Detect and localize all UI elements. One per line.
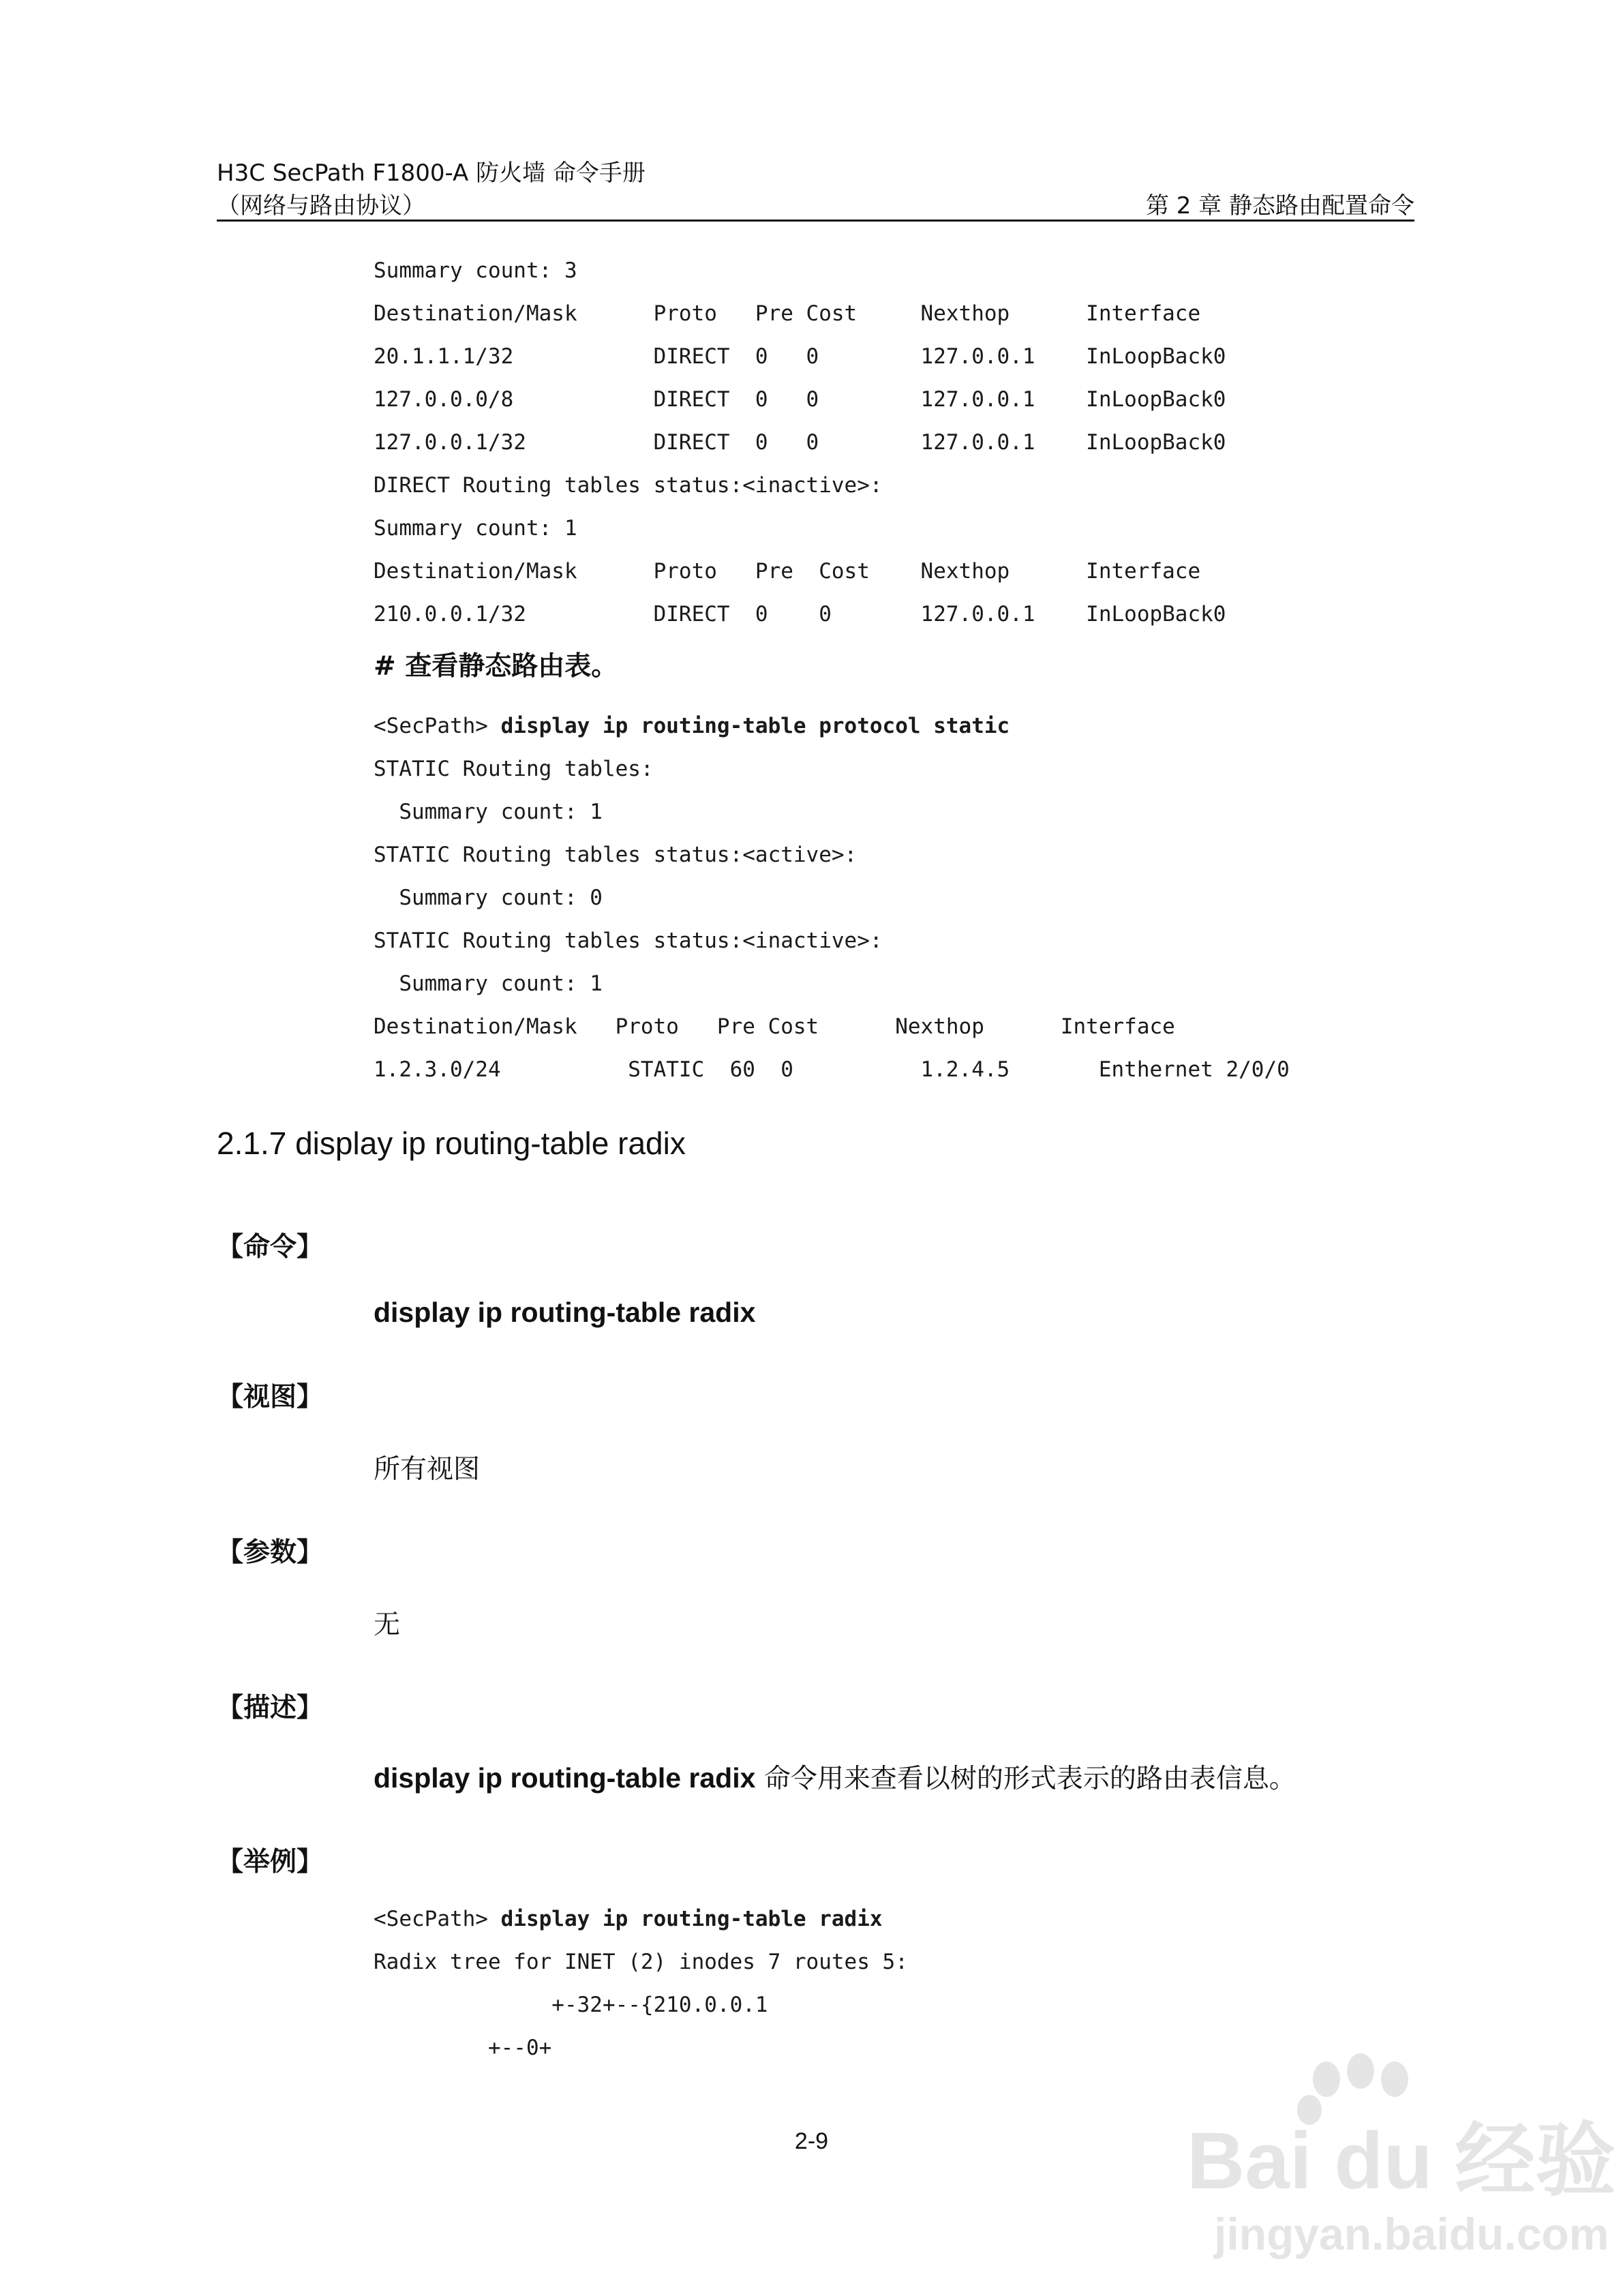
desc-text: 命令用来查看以树的形式表示的路由表信息。 xyxy=(755,1764,1296,1794)
code-line: 127.0.0.1/32 DIRECT 0 0 127.0.0.1 InLoopBack0 xyxy=(374,430,1226,455)
label-params: 【参数】 xyxy=(217,1537,324,1568)
code-line: Summary count: 1 xyxy=(374,800,603,824)
header-chapter: 第 2 章 静态路由配置命令 xyxy=(1145,192,1414,220)
code-line: Destination/Mask Proto Pre Cost Nexthop Interface xyxy=(374,301,1201,326)
code-line: Summary count: 0 xyxy=(374,886,603,910)
code-line: Radix tree for INET (2) inodes 7 routes 5: xyxy=(374,1950,908,1974)
header-title: H3C SecPath F1800-A 防火墙 命令手册 xyxy=(217,160,646,187)
header-divider xyxy=(217,220,1414,222)
description xyxy=(374,1757,1296,1796)
header-subtitle: （网络与路由协议） xyxy=(217,192,425,220)
code-line: 127.0.0.0/8 DIRECT 0 0 127.0.0.1 InLoopBack0 xyxy=(374,387,1226,412)
label-desc: 【描述】 xyxy=(217,1693,324,1723)
command-line xyxy=(374,1909,883,1930)
code-line: Summary count: 1 xyxy=(374,516,577,541)
code-line: Destination/Mask Proto Pre Cost Nexthop Interface xyxy=(374,559,1201,584)
label-example: 【举例】 xyxy=(217,1847,324,1877)
comment-static: # 查看静态路由表。 xyxy=(374,651,618,682)
label-view: 【视图】 xyxy=(217,1382,324,1413)
command-syntax: display ip routing-table radix xyxy=(374,1297,756,1328)
code-line: STATIC Routing tables status:<active>: xyxy=(374,843,858,867)
code-line: STATIC Routing tables: xyxy=(374,757,654,781)
code-line: +-32+--{210.0.0.1 xyxy=(374,1993,768,2017)
command-line xyxy=(374,716,1010,737)
page-number: 2-9 xyxy=(794,2128,829,2154)
baidu-jingyan-watermark xyxy=(1173,2059,1616,2263)
code-line: Summary count: 3 xyxy=(374,258,577,283)
code-line: 210.0.0.1/32 DIRECT 0 0 127.0.0.1 InLoopBack0 xyxy=(374,602,1226,626)
cli-prompt: <SecPath> xyxy=(374,714,501,738)
desc-command: display ip routing-table radix xyxy=(374,1762,756,1794)
watermark-url: jingyan.baidu.com xyxy=(1214,2209,1609,2259)
code-line: 20.1.1.1/32 DIRECT 0 0 127.0.0.1 InLoopBack0 xyxy=(374,344,1226,369)
code-line: DIRECT Routing tables status:<inactive>: xyxy=(374,473,883,498)
watermark-brand: Bai du 经验 xyxy=(1187,2116,1616,2206)
code-line: STATIC Routing tables status:<inactive>: xyxy=(374,928,883,953)
code-line: Destination/Mask Proto Pre Cost Nexthop Interface xyxy=(374,1014,1175,1039)
label-command: 【命令】 xyxy=(217,1232,324,1263)
cli-command: display ip routing-table radix xyxy=(500,1907,883,1931)
code-line: Summary count: 1 xyxy=(374,971,603,996)
paw-icon xyxy=(1297,2053,1408,2125)
cli-prompt: <SecPath> xyxy=(374,1907,501,1931)
section-title: 2.1.7 display ip routing-table radix xyxy=(217,1126,686,1161)
view-text: 所有视图 xyxy=(374,1454,481,1485)
cli-command: display ip routing-table protocol static xyxy=(500,714,1010,738)
code-line: +--0+ xyxy=(374,2036,552,2060)
code-line: 1.2.3.0/24 STATIC 60 0 1.2.4.5 Enthernet 2/0/0 xyxy=(374,1057,1290,1082)
params-text: 无 xyxy=(374,1610,401,1640)
